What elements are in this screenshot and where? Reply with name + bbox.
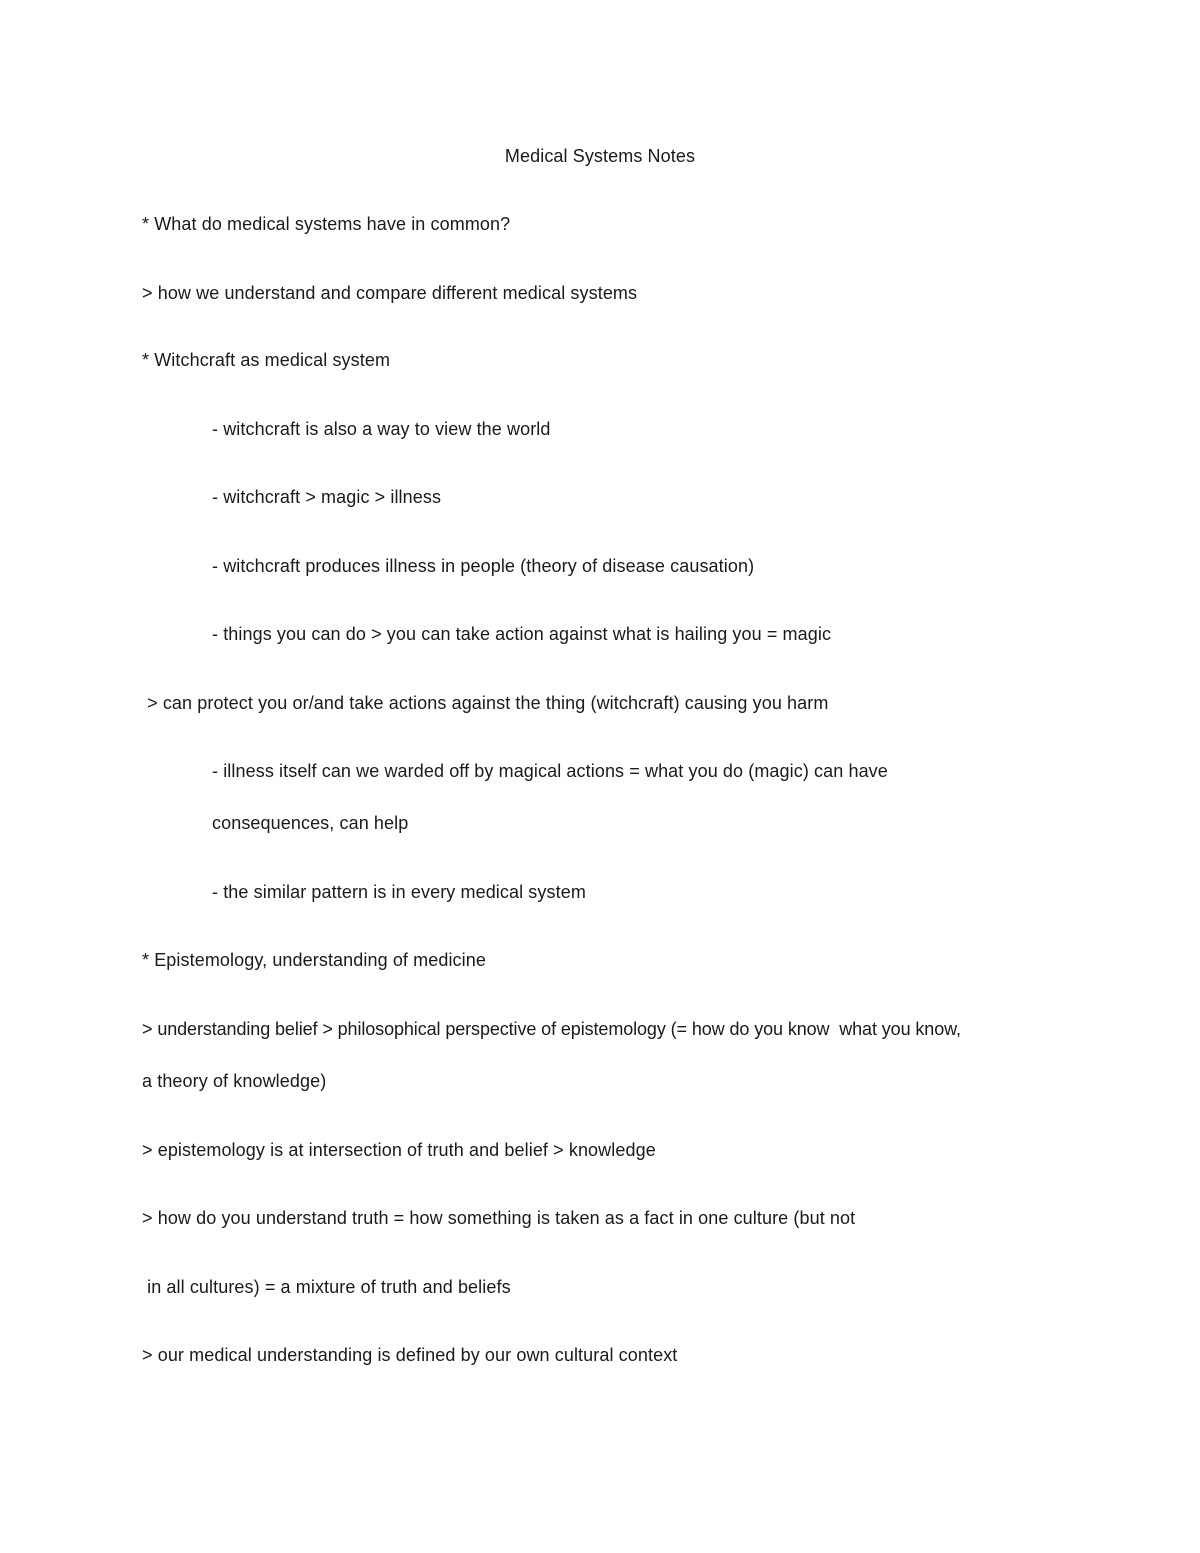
note-line: * Epistemology, understanding of medicine — [142, 950, 486, 970]
note-line: * Witchcraft as medical system — [142, 350, 391, 370]
note-line: > our medical understanding is defined by our own cultural context — [142, 1345, 678, 1365]
note-line: - things you can do > you can take action against what is hailing you = magic — [212, 624, 832, 644]
note-line: - illness itself can we warded off by magical actions = what you do (magic) can have — [212, 761, 888, 781]
note-line: > can protect you or/and take actions against the thing (witchcraft) causing you harm — [142, 693, 829, 713]
note-line: - the similar pattern is in every medical system — [212, 882, 586, 902]
note-line: consequences, can help — [212, 813, 409, 833]
note-line: - witchcraft is also a way to view the world — [212, 419, 551, 439]
note-line: - witchcraft produces illness in people (theory of disease causation) — [212, 556, 755, 576]
note-line: > how do you understand truth = how something is taken as a fact in one culture (but not — [142, 1208, 856, 1228]
note-line: a theory of knowledge) — [142, 1071, 327, 1091]
note-line: > how we understand and compare different medical systems — [142, 283, 638, 303]
page-title: Medical Systems Notes — [504, 146, 696, 166]
note-line: - witchcraft > magic > illness — [212, 487, 442, 507]
note-line: > understanding belief > philosophical perspective of epistemology (= how do you know what you know, — [142, 1019, 961, 1039]
note-line: * What do medical systems have in common? — [142, 214, 511, 234]
note-line: > epistemology is at intersection of truth and belief > knowledge — [142, 1140, 656, 1160]
note-line: in all cultures) = a mixture of truth and beliefs — [142, 1277, 511, 1297]
